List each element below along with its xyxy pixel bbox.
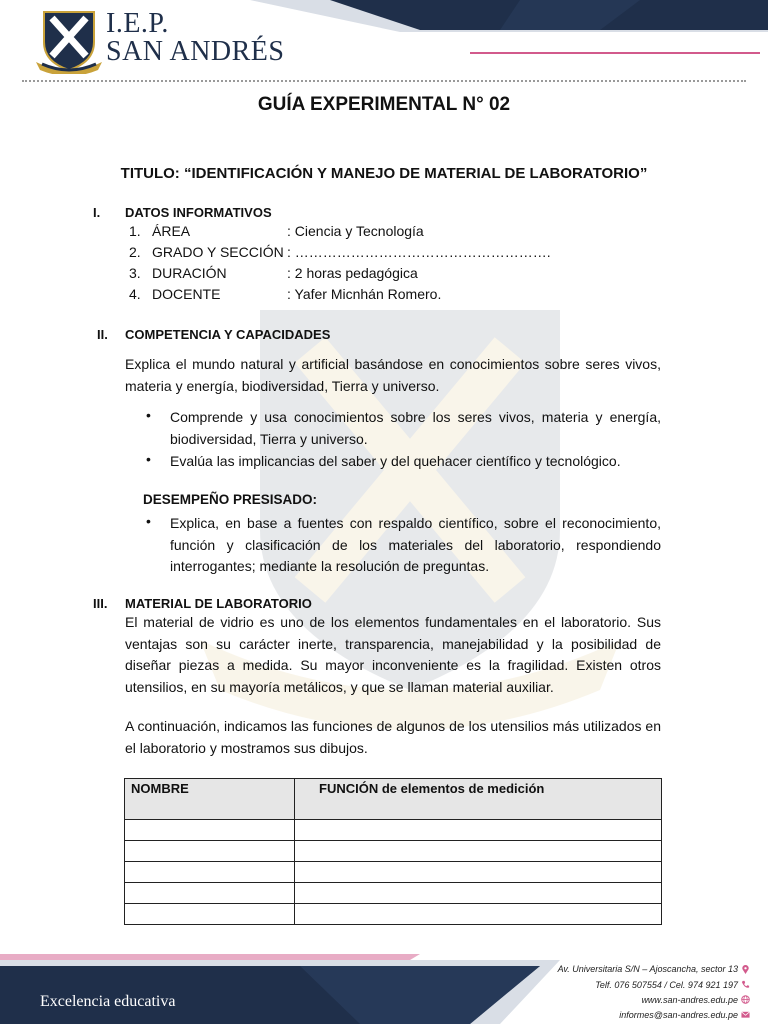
info-row-value: : Ciencia y Tecnología	[287, 223, 424, 239]
table-row	[125, 904, 662, 925]
info-row-number: 4.	[129, 286, 141, 302]
table-cell[interactable]	[295, 862, 662, 883]
table-cell[interactable]	[295, 904, 662, 925]
table-header-funcion: FUNCIÓN de elementos de medición	[295, 779, 662, 820]
phone-icon	[741, 980, 750, 989]
info-row-label: DURACIÓN	[152, 265, 227, 281]
material-paragraph-2: A continuación, indicamos las funciones de algunos de los utensilios más utilizados en el laboratorio y mostramos sus dibujos.	[125, 718, 661, 756]
info-row-label: GRADO Y SECCIÓN	[152, 244, 284, 260]
footer-address: Av. Universitaria S/N – Ajoscancha, sector 13	[557, 964, 738, 974]
section-3-heading: MATERIAL DE LABORATORIO	[125, 596, 312, 611]
school-crest-icon	[34, 8, 104, 74]
footer-slogan: Excelencia educativa	[40, 993, 176, 1010]
table-cell[interactable]	[125, 883, 295, 904]
bullet-dot: •	[146, 407, 151, 423]
material-paragraph-1: El material de vidrio es uno de los elementos fundamentales en el laboratorio. Sus ventajas son su carácter inerte, transparencia, manejabilidad y la posibilidad de diseñar piezas a medida. Su mayor inconveniente es la fragilidad. Existen otros utensilios, en su mayoría metálicos, y que se llaman material auxiliar.	[125, 614, 661, 695]
header-divider	[22, 80, 746, 82]
capacity-bullet-2: Evalúa las implicancias del saber y del quehacer científico y tecnológico.	[170, 453, 621, 469]
info-row-label: ÁREA	[152, 223, 191, 239]
info-row-value: : Yafer Micnhán Romero.	[287, 286, 442, 302]
table-header-nombre: NOMBRE	[125, 779, 295, 820]
info-row-number: 1.	[129, 223, 141, 239]
table-cell[interactable]	[125, 904, 295, 925]
location-pin-icon	[741, 965, 750, 974]
info-row-number: 3.	[129, 265, 141, 281]
school-name	[106, 10, 284, 66]
table-cell[interactable]	[125, 862, 295, 883]
table-cell[interactable]	[295, 820, 662, 841]
mail-icon	[741, 1010, 750, 1019]
table-cell[interactable]	[295, 841, 662, 862]
school-name-line2: SAN ANDRÉS	[106, 36, 285, 67]
footer-email[interactable]: informes@san-andres.edu.pe	[619, 1010, 738, 1020]
section-2-number: II.	[97, 327, 108, 342]
page-title: GUÍA EXPERIMENTAL N° 02	[257, 94, 511, 115]
instruments-table	[124, 778, 662, 925]
table-cell[interactable]	[295, 883, 662, 904]
info-row-value: : 2 horas pedagógica	[287, 265, 418, 281]
globe-icon	[741, 995, 750, 1004]
desempeno-heading: DESEMPEÑO PRESISADO:	[143, 492, 318, 507]
footer-web[interactable]: www.san-andres.edu.pe	[641, 995, 738, 1005]
desempeno-bullet: Explica, en base a fuentes con respaldo científico, sobre el reconocimiento, función y clasificación de los materiales del laboratorio, respondiendo interrogantes; mediante la resolución de preguntas.	[170, 515, 661, 574]
bullet-dot: •	[146, 451, 151, 467]
section-1-heading: DATOS INFORMATIVOS	[125, 205, 272, 220]
section-2-heading: COMPETENCIA Y CAPACIDADES	[125, 327, 331, 342]
table-row	[125, 883, 662, 904]
bullet-dot: •	[146, 513, 151, 529]
school-name-line1: I.E.P.	[106, 8, 169, 39]
competency-intro: Explica el mundo natural y artificial basándose en conocimientos sobre seres vivos, materia y energía, biodiversidad, Tierra y universo.	[125, 356, 661, 394]
info-row-value: : ……………………………………………….	[287, 244, 551, 260]
section-1-number: I.	[93, 205, 101, 220]
document-subtitle: TITULO: “IDENTIFICACIÓN Y MANEJO DE MATERIAL DE LABORATORIO”	[120, 165, 648, 182]
table-cell[interactable]	[125, 841, 295, 862]
info-row-label: DOCENTE	[152, 286, 221, 302]
table-row	[125, 841, 662, 862]
table-cell[interactable]	[125, 820, 295, 841]
capacity-bullet-1: Comprende y usa conocimientos sobre los seres vivos, materia y energía, biodiversidad, Tierra y universo.	[170, 409, 661, 447]
table-row	[125, 820, 662, 841]
table-row	[125, 862, 662, 883]
table-header-row	[125, 779, 662, 820]
section-3-number: III.	[93, 596, 108, 611]
footer-phone: Telf. 076 507554 / Cel. 974 921 197	[595, 980, 738, 990]
info-row-number: 2.	[129, 244, 141, 260]
